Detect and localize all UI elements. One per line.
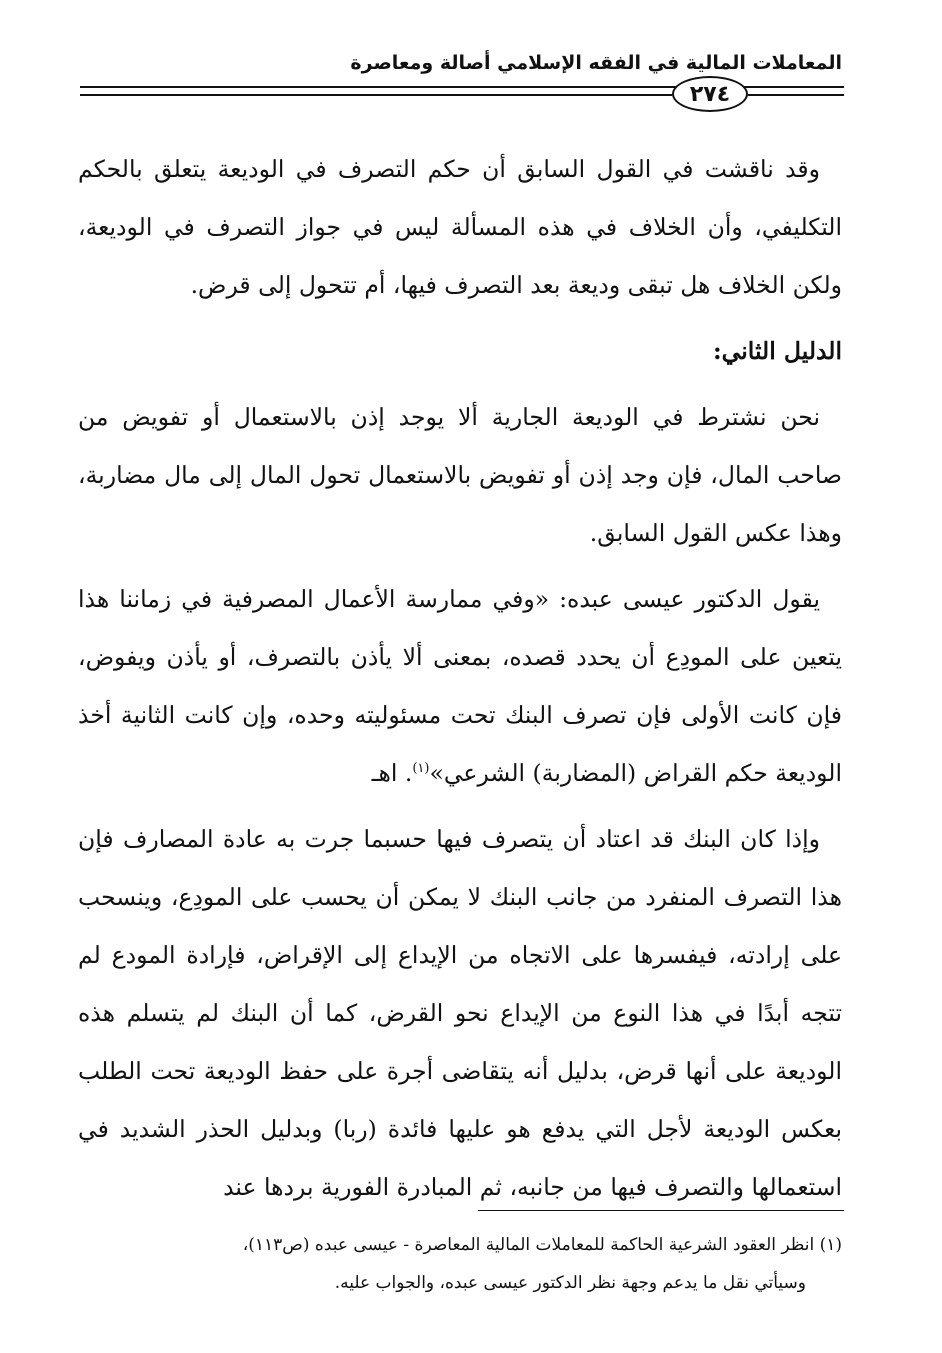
body-text xyxy=(78,140,842,1216)
footnote xyxy=(78,1226,842,1302)
footnote-divider xyxy=(478,1210,844,1211)
paragraph-3-end: . اهـ xyxy=(371,759,413,787)
footnote-line-2: وسيأتي نقل ما يدعم وجهة نظر الدكتور عيسى عبده، والجواب عليه. xyxy=(334,1273,806,1293)
paragraph-1: وقد ناقشت في القول السابق أن حكم التصرف في الوديعة يتعلق بالحكم التكليفي، وأن الخلاف في هذه المسألة ليس في جواز التصرف في الوديعة، ولكن الخلاف هل تبقى وديعة بعد التصرف فيها، أم تتحول إلى قرض. xyxy=(78,155,842,299)
running-title: المعاملات المالية في الفقه الإسلامي أصالة ومعاصرة xyxy=(350,52,842,74)
paragraph-3 xyxy=(78,570,842,802)
section-heading: الدليل الثاني: xyxy=(713,337,842,365)
paragraph-4: وإذا كان البنك قد اعتاد أن يتصرف فيها حسبما جرت به عادة المصارف فإن هذا التصرف المنفرد من جانب البنك لا يمكن أن يحسب على المودِع، وينسحب على إرادته، فيفسرها على الاتجاه من الإيداع إلى الإقراض، فإرادة المودع لم تتجه أبدًا في هذا النوع من الإيداع نحو القرض، كما أن البنك لم يتسلم هذه الوديعة على أنها قرض، بدليل أنه يتقاضى أجرة على حفظ الوديعة تحت الطلب بعكس الوديعة لأجل التي يدفع هو عليها فائدة (ربا) وبدليل الحذر الشديد في استعمالها والتصرف فيها من جانبه، ثم المبادرة الفورية بردها عند xyxy=(78,825,842,1201)
header-rule-left xyxy=(80,94,672,96)
footnote-line-1: (١) انظر العقود الشرعية الحاكمة للمعاملات المالية المعاصرة - عيسى عبده (ص١١٣)، xyxy=(242,1235,842,1255)
page-number: ٢٧٤ xyxy=(672,76,748,112)
footnote-reference: (١) xyxy=(412,761,430,777)
paragraph-3-text: يقول الدكتور عيسى عبده: «وفي ممارسة الأعمال المصرفية في زماننا هذا يتعين على المودِع أن يحدد قصده، بمعنى ألا يأذن بالتصرف، أو يأذن ويفوض، فإن كانت الأولى فإن تصرف البنك تحت مسئوليته وحده، وإن كانت الثانية أخذ الوديعة حكم القراض (المضاربة) الشرعي» xyxy=(78,585,842,787)
header-rule-right xyxy=(748,94,844,96)
paragraph-2: نحن نشترط في الوديعة الجارية ألا يوجد إذن بالاستعمال أو تفويض من صاحب المال، فإن وجد إذن أو تفويض بالاستعمال تحول المال إلى مال مضاربة، وهذا عكس القول السابق. xyxy=(78,403,842,547)
